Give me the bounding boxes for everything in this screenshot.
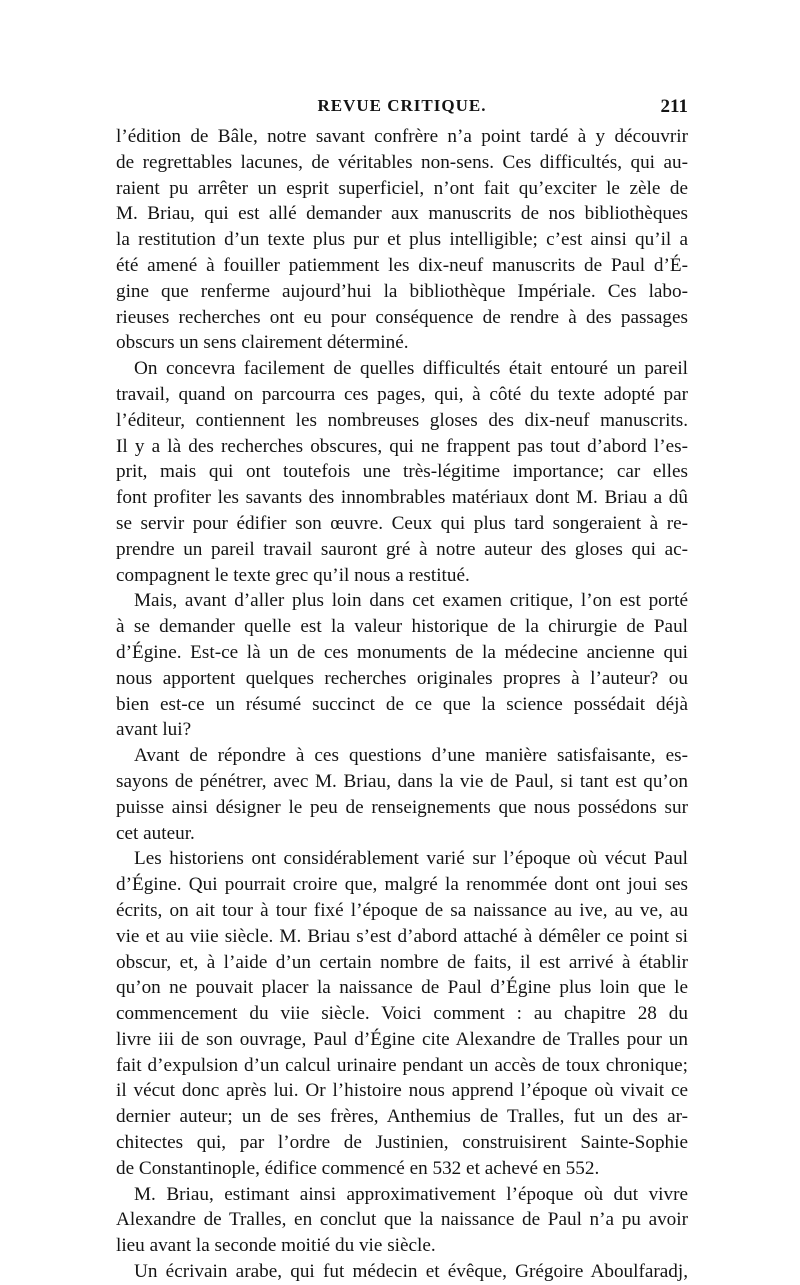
text-line: obscur, et, à l’aide d’un certain nombre de faits, il est arrivé à établir	[116, 951, 688, 973]
text-line: cet auteur.	[116, 822, 195, 844]
text-line: d’Égine. Qui pourrait croire que, malgré la renommée dont ont joui ses	[116, 874, 688, 896]
text-line: chitectes qui, par l’ordre de Justinien, construisirent Sainte-Sophie	[116, 1132, 688, 1154]
text-line: travail, quand on parcourra ces pages, qui, à côté du texte adopté par	[116, 383, 688, 405]
text-line: raient pu arrêter un esprit superficiel, n’ont fait qu’exciter le zèle de	[116, 177, 688, 199]
text-line: prendre un pareil travail sauront gré à notre auteur des gloses qui ac-	[116, 538, 688, 560]
text-line: Il y a là des recherches obscures, qui ne frappent pas tout d’abord l’es-	[116, 435, 688, 457]
text-line: vie et au viie siècle. M. Briau s’est d’abord attaché à démêler ce point si	[116, 925, 688, 947]
text-line: se servir pour édifier son œuvre. Ceux qui plus tard songeraient à re-	[116, 512, 688, 534]
text-line: M. Briau, estimant ainsi approximativement l’époque où dut vivre	[134, 1183, 688, 1205]
text-line: été amené à fouiller patiemment les dix-neuf manuscrits de Paul d’É-	[116, 254, 688, 276]
text-line: Mais, avant d’aller plus loin dans cet examen critique, l’on est porté	[134, 590, 688, 612]
text-line: obscurs un sens clairement déterminé.	[116, 332, 409, 354]
text-line: de regrettables lacunes, de véritables non-sens. Ces difficultés, qui au-	[116, 151, 688, 173]
text-line: d’Égine. Est-ce là un de ces monuments de la médecine ancienne qui	[116, 641, 688, 663]
text-line: M. Briau, qui est allé demander aux manuscrits de nos bibliothèques	[116, 203, 688, 225]
text-line: dernier auteur; un de ses frères, Anthemius de Tralles, fut un des ar-	[116, 1106, 688, 1128]
text-line: commencement du viie siècle. Voici comment : au chapitre 28 du	[116, 1003, 688, 1025]
text-line: avant lui?	[116, 719, 192, 741]
text-line: gine que renferme aujourd’hui la bibliothèque Impériale. Ces labo-	[116, 280, 688, 302]
text-line: l’éditeur, contiennent les nombreuses gloses des dix-neuf manuscrits.	[116, 409, 688, 431]
text-line: On concevra facilement de quelles difficultés était entouré un pareil	[134, 358, 688, 380]
text-line: Avant de répondre à ces questions d’une manière satisfaisante, es-	[134, 745, 688, 767]
body-text	[116, 124, 688, 1285]
text-line: qu’on ne pouvait placer la naissance de Paul d’Égine plus loin que le	[116, 977, 688, 999]
text-line: Les historiens ont considérablement varié sur l’époque où vécut Paul	[134, 848, 688, 870]
text-line: prit, mais qui ont toutefois une très-légitime importance; car elles	[116, 461, 688, 483]
text-line: bien est-ce un résumé succinct de ce que la science possédait déjà	[116, 693, 688, 715]
text-line: nous apportent quelques recherches originales propres à l’auteur? ou	[116, 667, 688, 689]
text-line: à se demander quelle est la valeur historique de la chirurgie de Paul	[116, 616, 688, 638]
text-line: puisse ainsi désigner le peu de renseignements que nous possédons sur	[116, 796, 688, 818]
text-line: compagnent le texte grec qu’il nous a restitué.	[116, 564, 470, 586]
text-line: fait d’expulsion d’un calcul urinaire pendant un accès de toux chronique;	[116, 1054, 688, 1076]
text-line: l’édition de Bâle, notre savant confrère n’a point tardé à y découvrir	[116, 126, 688, 147]
text-line: il vécut donc après lui. Or l’histoire nous apprend l’époque où vivait ce	[116, 1080, 688, 1102]
text-line: Alexandre de Tralles, en conclut que la naissance de Paul n’a pu avoir	[116, 1209, 688, 1231]
text-line: de Constantinople, édifice commencé en 532 et achevé en 552.	[116, 1157, 600, 1179]
running-title: REVUE CRITIQUE.	[317, 96, 487, 115]
text-line: lieu avant la seconde moitié du vie siècle.	[116, 1235, 436, 1257]
page-header	[116, 96, 688, 124]
text-line: la restitution d’un texte plus pur et plus intelligible; c’est ainsi qu’il a	[116, 229, 688, 251]
text-line: sayons de pénétrer, avec M. Briau, dans la vie de Paul, si tant est qu’on	[116, 770, 688, 792]
text-line: livre iii de son ouvrage, Paul d’Égine cite Alexandre de Tralles pour un	[116, 1028, 688, 1050]
text-line: font profiter les savants des innombrables matériaux dont M. Briau a dû	[116, 487, 688, 509]
text-line: Un écrivain arabe, qui fut médecin et évêque, Grégoire Aboulfaradj,	[134, 1261, 688, 1283]
text-line: rieuses recherches ont eu pour conséquence de rendre à des passages	[116, 306, 688, 328]
text-line: écrits, on ait tour à tour fixé l’époque de sa naissance au ive, au ve, au	[116, 899, 688, 921]
page-number: 211	[660, 96, 688, 117]
